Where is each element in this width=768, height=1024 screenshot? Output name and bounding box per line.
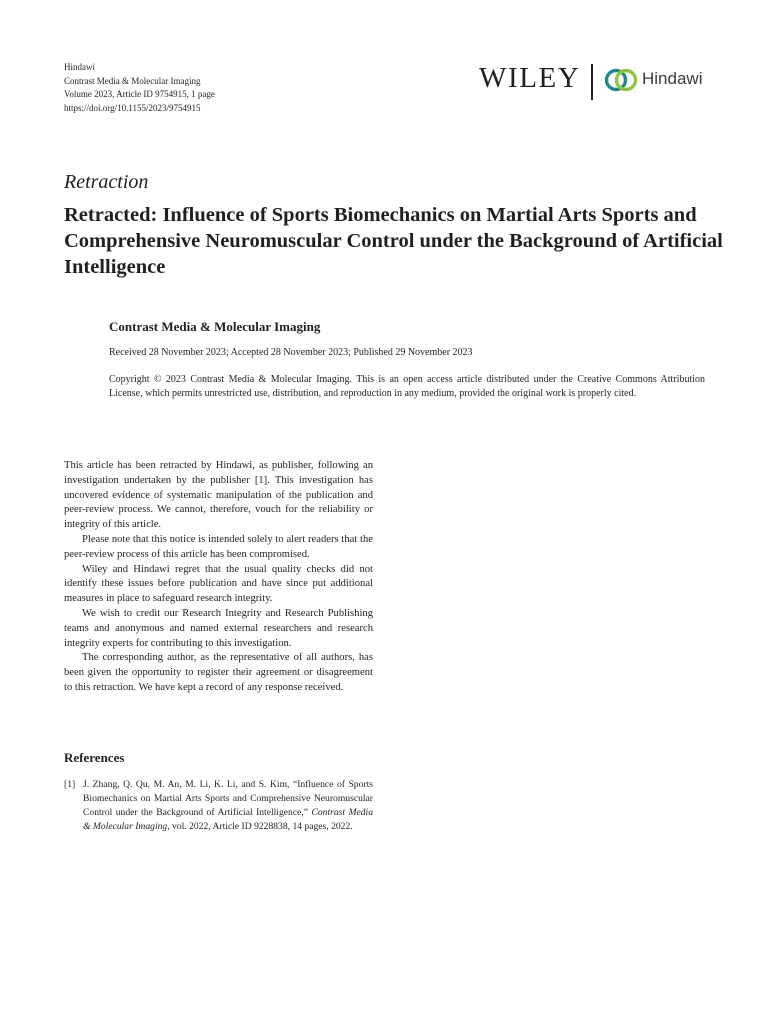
journal-name: Contrast Media & Molecular Imaging	[64, 75, 201, 86]
journal-heading: Contrast Media & Molecular Imaging	[109, 319, 321, 334]
body-paragraph: We wish to credit our Research Integrity and Research Publishing teams and anonymous and named external researchers and research integrity experts for contributing to this investigation.	[64, 607, 373, 649]
body-paragraph: Wiley and Hindawi regret that the usual quality checks did not identify these issues before publication and have since put additional measures in place to safeguard research integrity.	[64, 563, 373, 605]
article-metadata	[64, 61, 215, 115]
reference-item	[64, 778, 373, 834]
publisher-name: Hindawi	[64, 62, 95, 72]
publication-dates: Received 28 November 2023; Accepted 28 November 2023; Published 29 November 2023	[109, 347, 473, 358]
doi-link[interactable]: https://doi.org/10.1155/2023/9754915	[64, 102, 201, 113]
volume-line: Volume 2023, Article ID 9754915, 1 page	[64, 89, 215, 100]
reference-number: [1]	[64, 779, 76, 790]
publisher-logos	[476, 58, 712, 106]
hindawi-logo-icon	[604, 67, 638, 93]
logo-divider	[591, 64, 593, 100]
wiley-logo: WILEY	[479, 62, 581, 94]
references-heading: References	[64, 750, 125, 765]
reference-text	[83, 778, 373, 834]
article-title: Retracted: Influence of Sports Biomechanics on Martial Arts Sports and Comprehensive Neuromuscular Control under the Background of Artificial Intelligence	[64, 204, 723, 278]
reference-journal: Contrast Media & Molecular Imaging	[83, 806, 373, 832]
copyright-notice: Copyright © 2023 Contrast Media & Molecular Imaging. This is an open access article distributed under the Creative Commons Attribution License, which permits unrestricted use, distribution, and reproduction in any medium, provided the original work is properly cited.	[109, 374, 705, 399]
reference-authors-title: J. Zhang, Q. Qu, M. An, M. Li, K. Li, and S. Kim, “Influence of Sports Biomechanics on Martial Arts Sports and Comprehensive Neuromuscular Control under the Background of Artificial Intelligence,”	[83, 779, 373, 818]
article-type: Retraction	[64, 171, 149, 193]
body-paragraph: Please note that this notice is intended solely to alert readers that the peer-review process of this article has been compromised.	[64, 533, 373, 560]
hindawi-logo-text: Hindawi	[642, 69, 703, 88]
retraction-body	[64, 459, 373, 696]
reference-details: , vol. 2022, Article ID 9228838, 14 pages, 2022.	[167, 820, 353, 832]
body-paragraph: The corresponding author, as the representative of all authors, has been given the opportunity to register their agreement or disagreement to this retraction. We have kept a record of any response received.	[64, 652, 373, 693]
body-paragraph: This article has been retracted by Hindawi, as publisher, following an investigation undertaken by the publisher [1]. This investigation has uncovered evidence of systematic manipulation of the publication and peer-review process. We cannot, therefore, vouch for the reliability or integrity of this article.	[64, 460, 373, 531]
